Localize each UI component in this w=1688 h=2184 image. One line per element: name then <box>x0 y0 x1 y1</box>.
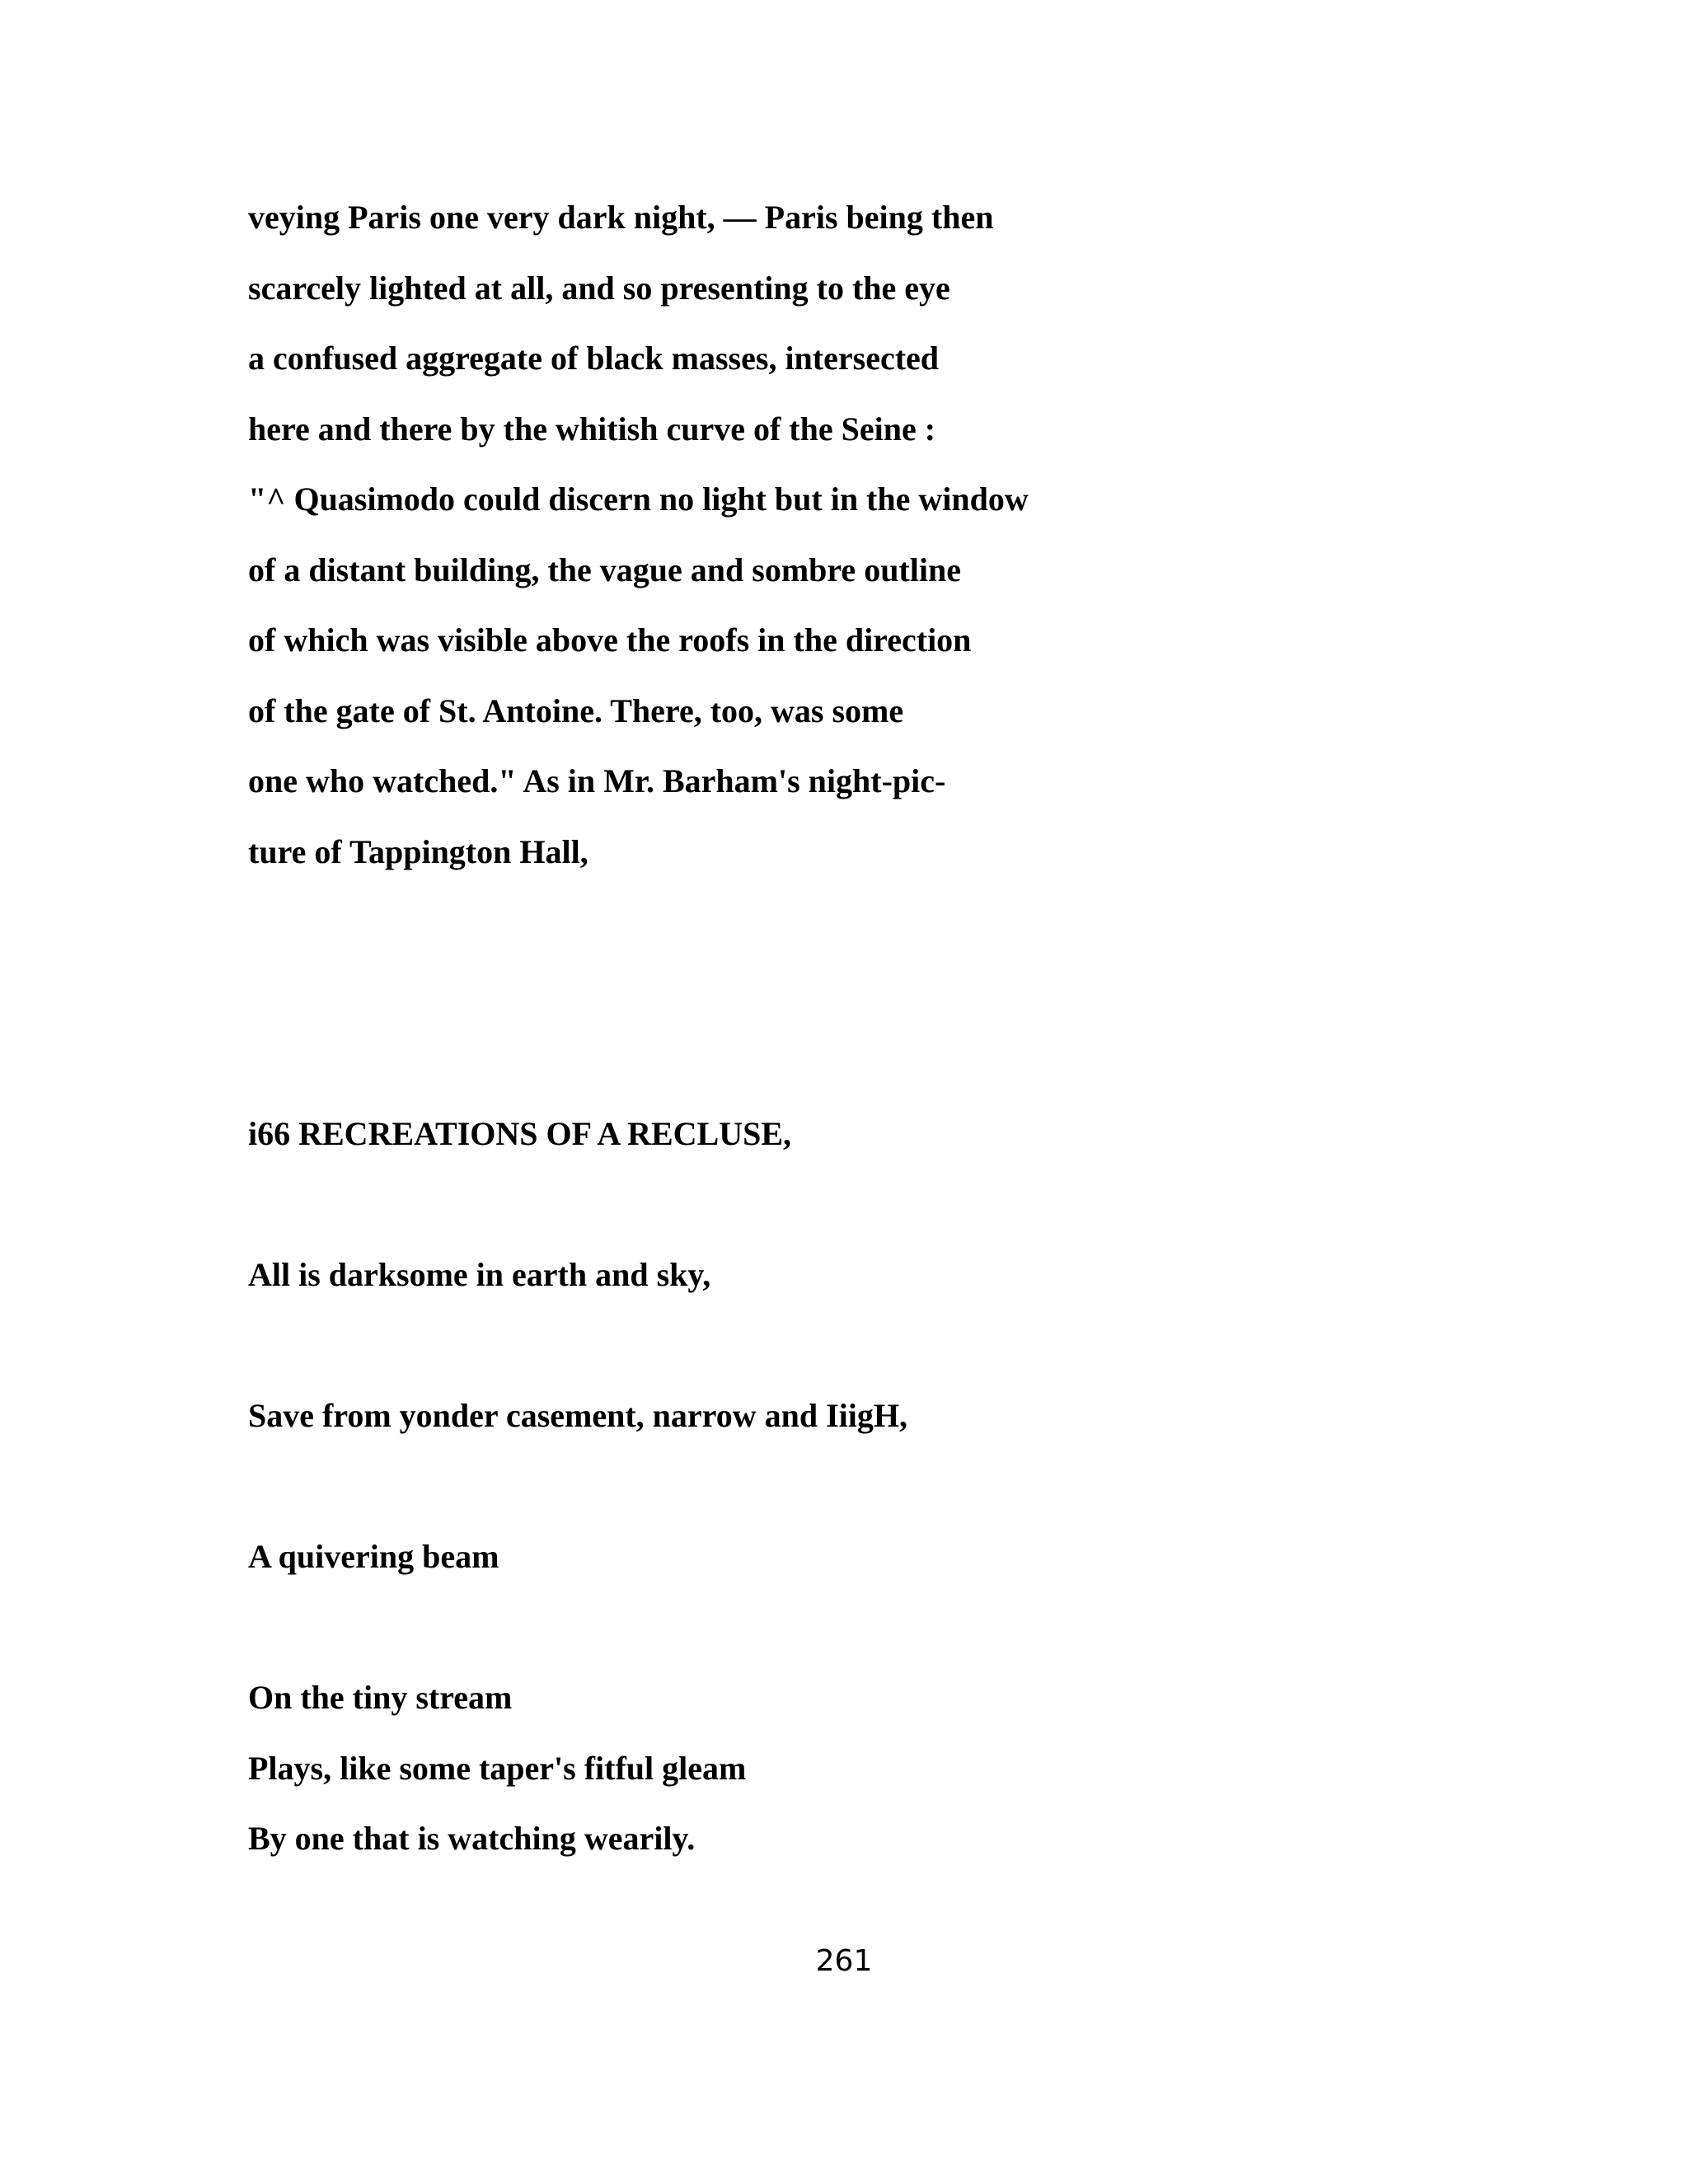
prose-line: "^ Quasimodo could discern no light but in the window <box>248 480 1029 518</box>
prose-line: veying Paris one very dark night, — Paris being then <box>248 199 994 236</box>
verse-line: All is darksome in earth and sky, <box>248 1256 711 1293</box>
page-number: 261 <box>815 1944 873 1978</box>
prose-line: here and there by the whitish curve of the Seine : <box>248 410 936 448</box>
running-head: i66 RECREATIONS OF A RECLUSE, <box>248 1115 792 1152</box>
prose-line: ture of Tappington Hall, <box>248 833 588 870</box>
prose-line: a confused aggregate of black masses, intersected <box>248 340 940 377</box>
verse-line: A quivering beam <box>248 1538 499 1575</box>
verse-line: Plays, like some taper's fitful gleam <box>248 1750 747 1787</box>
prose-line: of which was visible above the roofs in the direction <box>248 621 972 658</box>
verse-line: By one that is watching wearily. <box>248 1820 696 1857</box>
prose-line: of a distant building, the vague and sombre outline <box>248 551 961 588</box>
verse-line: Save from yonder casement, narrow and IiigH, <box>248 1397 907 1434</box>
prose-line: of the gate of St. Antoine. There, too, was some <box>248 692 904 729</box>
prose-line: one who watched." As in Mr. Barham's night-pic- <box>248 762 946 799</box>
verse-line: On the tiny stream <box>248 1679 513 1716</box>
prose-line: scarcely lighted at all, and so presenting to the eye <box>248 269 950 307</box>
